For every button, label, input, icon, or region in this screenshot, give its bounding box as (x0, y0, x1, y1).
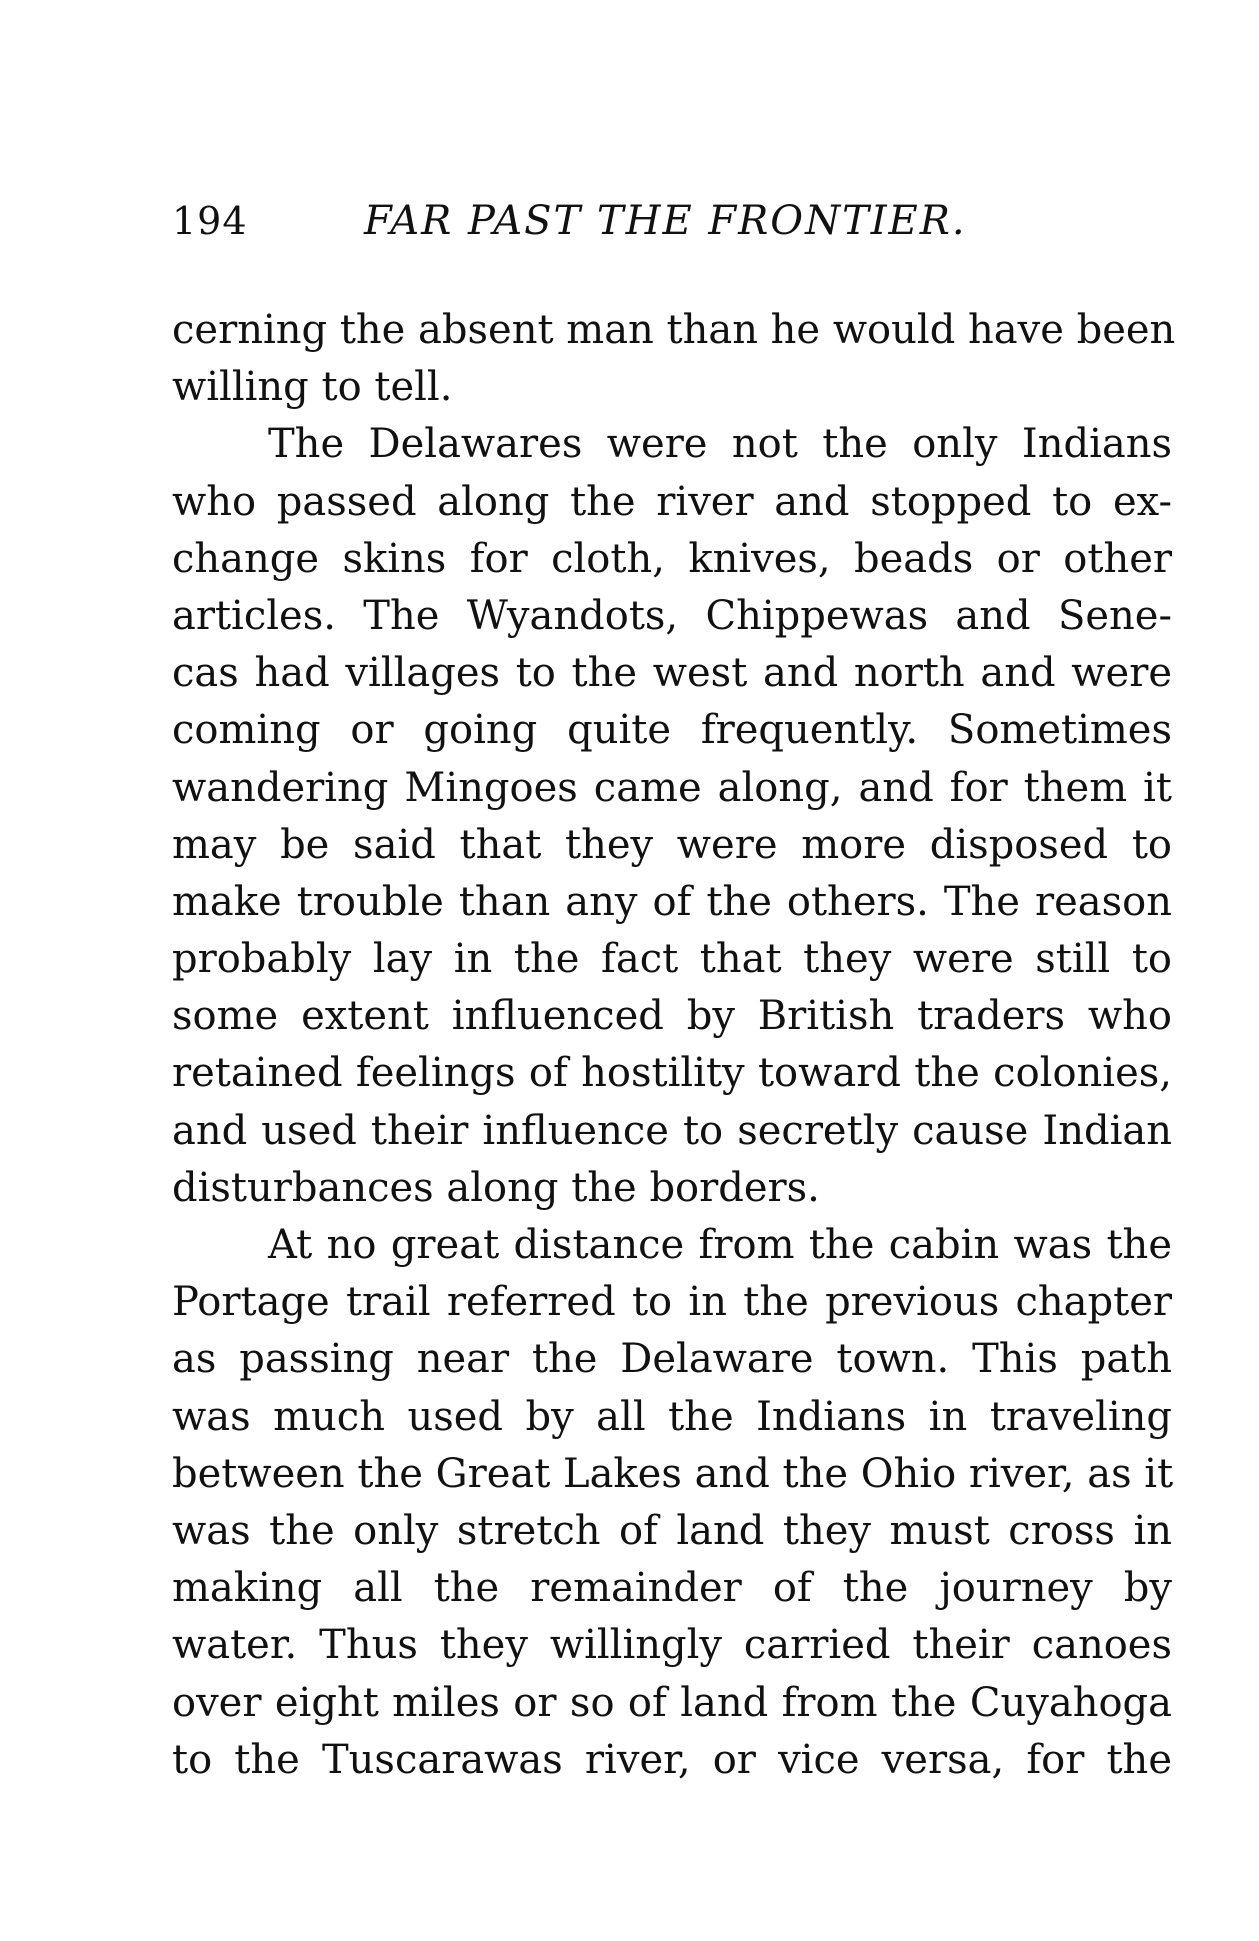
text-line: may be said that they were more disposed to (172, 821, 1172, 868)
paragraph-start-line: The Delawares were not the only Indians (268, 421, 1172, 468)
text-line: who passed along the river and stopped to ex- (172, 478, 1172, 525)
text-line: cerning the absent man than he would have been (172, 307, 1176, 353)
text-line: was the only stretch of land they must cross in (172, 1507, 1172, 1554)
text-line: water. Thus they willingly carried their canoes (172, 1622, 1172, 1669)
text-line: disturbances along the borders. (172, 1164, 820, 1211)
text-line: some extent influenced by British traders who (172, 993, 1172, 1040)
paragraph-start-line: At no great distance from the cabin was the (268, 1222, 1172, 1268)
text-line: as passing near the Delaware town. This path (172, 1336, 1172, 1383)
text-line: and used their influence to secretly cause Indian (172, 1107, 1172, 1154)
text-line: coming or going quite frequently. Sometimes (172, 707, 1172, 754)
text-line: willing to tell. (172, 364, 453, 411)
text-line: retained feelings of hostility toward the colonies, (172, 1050, 1172, 1097)
text-line: make trouble than any of the others. The reason (172, 878, 1172, 925)
text-line: articles. The Wyandots, Chippewas and Sene- (172, 592, 1172, 639)
text-line: probably lay in the fact that they were still to (172, 936, 1172, 983)
text-line: was much used by all the Indians in traveling (172, 1393, 1172, 1440)
text-line: to the Tuscarawas river, or vice versa, for the (172, 1736, 1172, 1783)
body-text (172, 302, 1176, 1789)
text-line: over eight miles or so of land from the Cuyahoga (172, 1679, 1172, 1726)
text-line: between the Great Lakes and the Ohio river, as it (172, 1450, 1174, 1497)
running-title: FAR PAST THE FRONTIER. (364, 198, 967, 244)
text-line: making all the remainder of the journey by (172, 1565, 1172, 1612)
text-line: Portage trail referred to in the previous chapter (172, 1279, 1172, 1326)
running-head (172, 199, 1172, 247)
text-line: change skins for cloth, knives, beads or other (172, 535, 1172, 582)
text-line: cas had villages to the west and north and were (172, 650, 1172, 697)
text-line: wandering Mingoes came along, and for them it (172, 764, 1172, 811)
page-number: 194 (172, 199, 248, 243)
